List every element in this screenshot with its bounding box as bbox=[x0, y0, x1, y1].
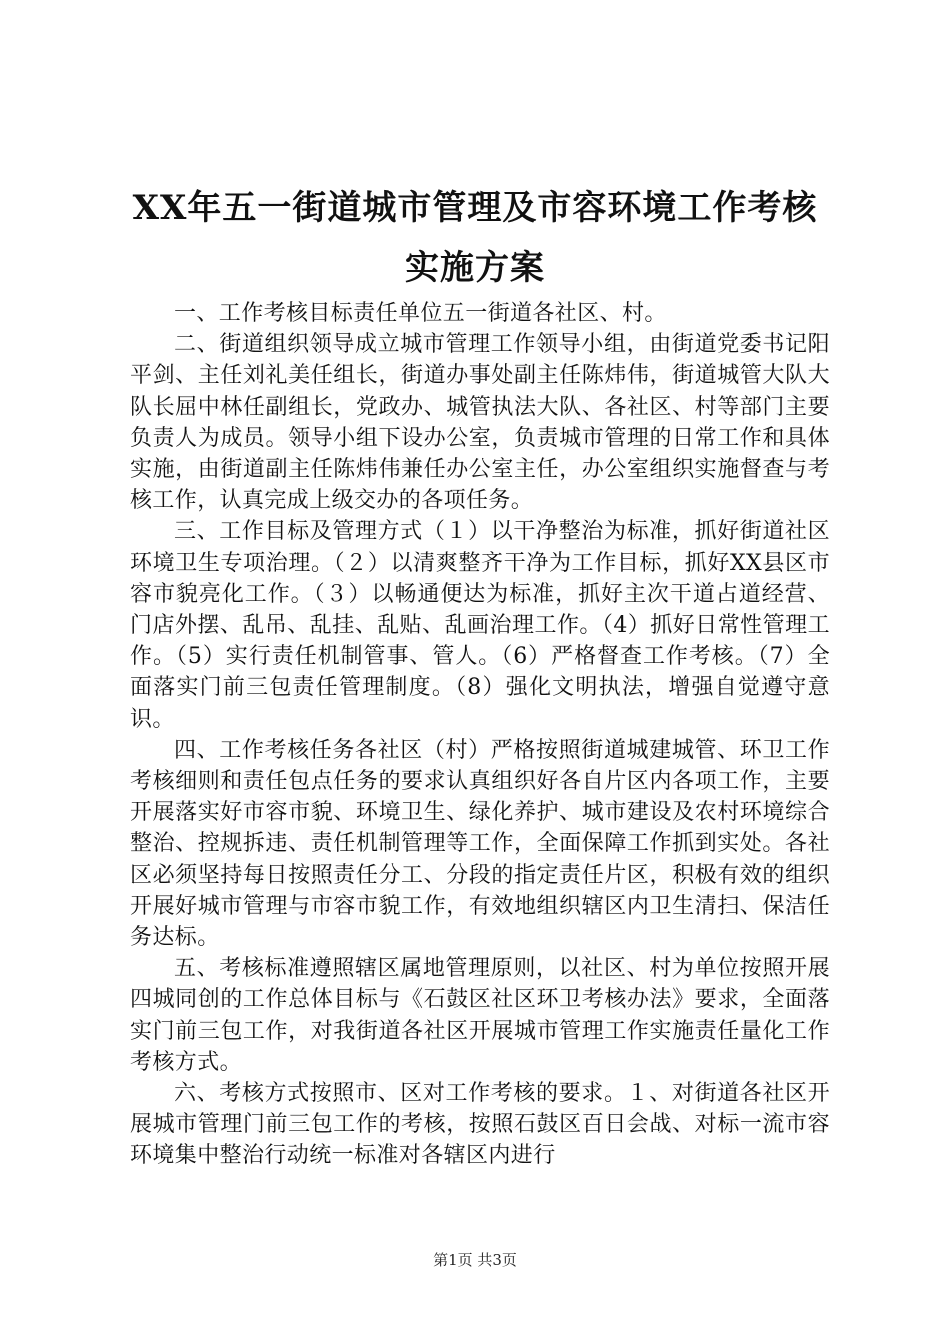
paragraph-3: 三、工作目标及管理方式（１）以干净整治为标准，抓好街道社区环境卫生专项治理。（２）以清爽整齐干净为工作目标，抓好XX县区市容市貌亮化工作。（３）以畅通便达为标准，抓好主次干道占道经营、门店外摆、乱吊、乱挂、乱贴、乱画治理工作。（4）抓好日常性管理工作。（5）实行责任机制管事、管人。（6）严格督查工作考核。（7）全面落实门前三包责任管理制度。（8）强化文明执法，增强自觉遵守意识。 bbox=[130, 519, 830, 732]
document-body bbox=[130, 298, 830, 1172]
page-number-footer: 第1页 共3页 bbox=[433, 1251, 517, 1269]
paragraph-2: 二、街道组织领导成立城市管理工作领导小组，由街道党委书记阳平剑、主任刘礼美任组长，街道办事处副主任陈炜伟，街道城管大队大队长屈中林任副组长，党政办、城管执法大队、各社区、村等部门主要负责人为成员。领导小组下设办公室，负责城市管理的日常工作和具体实施，由街道副主任陈炜伟兼任办公室主任，办公室组织实施督查与考核工作，认真完成上级交办的各项任务。 bbox=[130, 332, 830, 514]
paragraph-1: 一、工作考核目标责任单位五一街道各社区、村。 bbox=[174, 301, 667, 326]
document-title-line2: 实施方案 bbox=[405, 248, 545, 288]
paragraph-5: 五、考核标准遵照辖区属地管理原则，以社区、村为单位按照开展四城同创的工作总体目标与《石鼓区社区环卫考核办法》要求，全面落实门前三包工作，对我街道各社区开展城市管理工作实施责任量化工作考核方式。 bbox=[130, 956, 830, 1075]
document-title-line1: XX年五一街道城市管理及市容环境工作考核 bbox=[132, 188, 818, 228]
paragraph-6: 六、考核方式按照市、区对工作考核的要求。１、对街道各社区开展城市管理门前三包工作的考核，按照石鼓区百日会战、对标一流市容环境集中整治行动统一标准对各辖区内进行 bbox=[130, 1081, 830, 1169]
paragraph-4: 四、工作考核任务各社区（村）严格按照街道城建城管、环卫工作考核细则和责任包点任务的要求认真组织好各自片区内各项工作，主要开展落实好市容市貌、环境卫生、绿化养护、城市建设及农村环境综合整治、控规拆违、责任机制管理等工作，全面保障工作抓到实处。各社区必须坚持每日按照责任分工、分段的指定责任片区，积极有效的组织开展好城市管理与市容市貌工作，有效地组织辖区内卫生清扫、保洁任务达标。 bbox=[130, 737, 830, 951]
